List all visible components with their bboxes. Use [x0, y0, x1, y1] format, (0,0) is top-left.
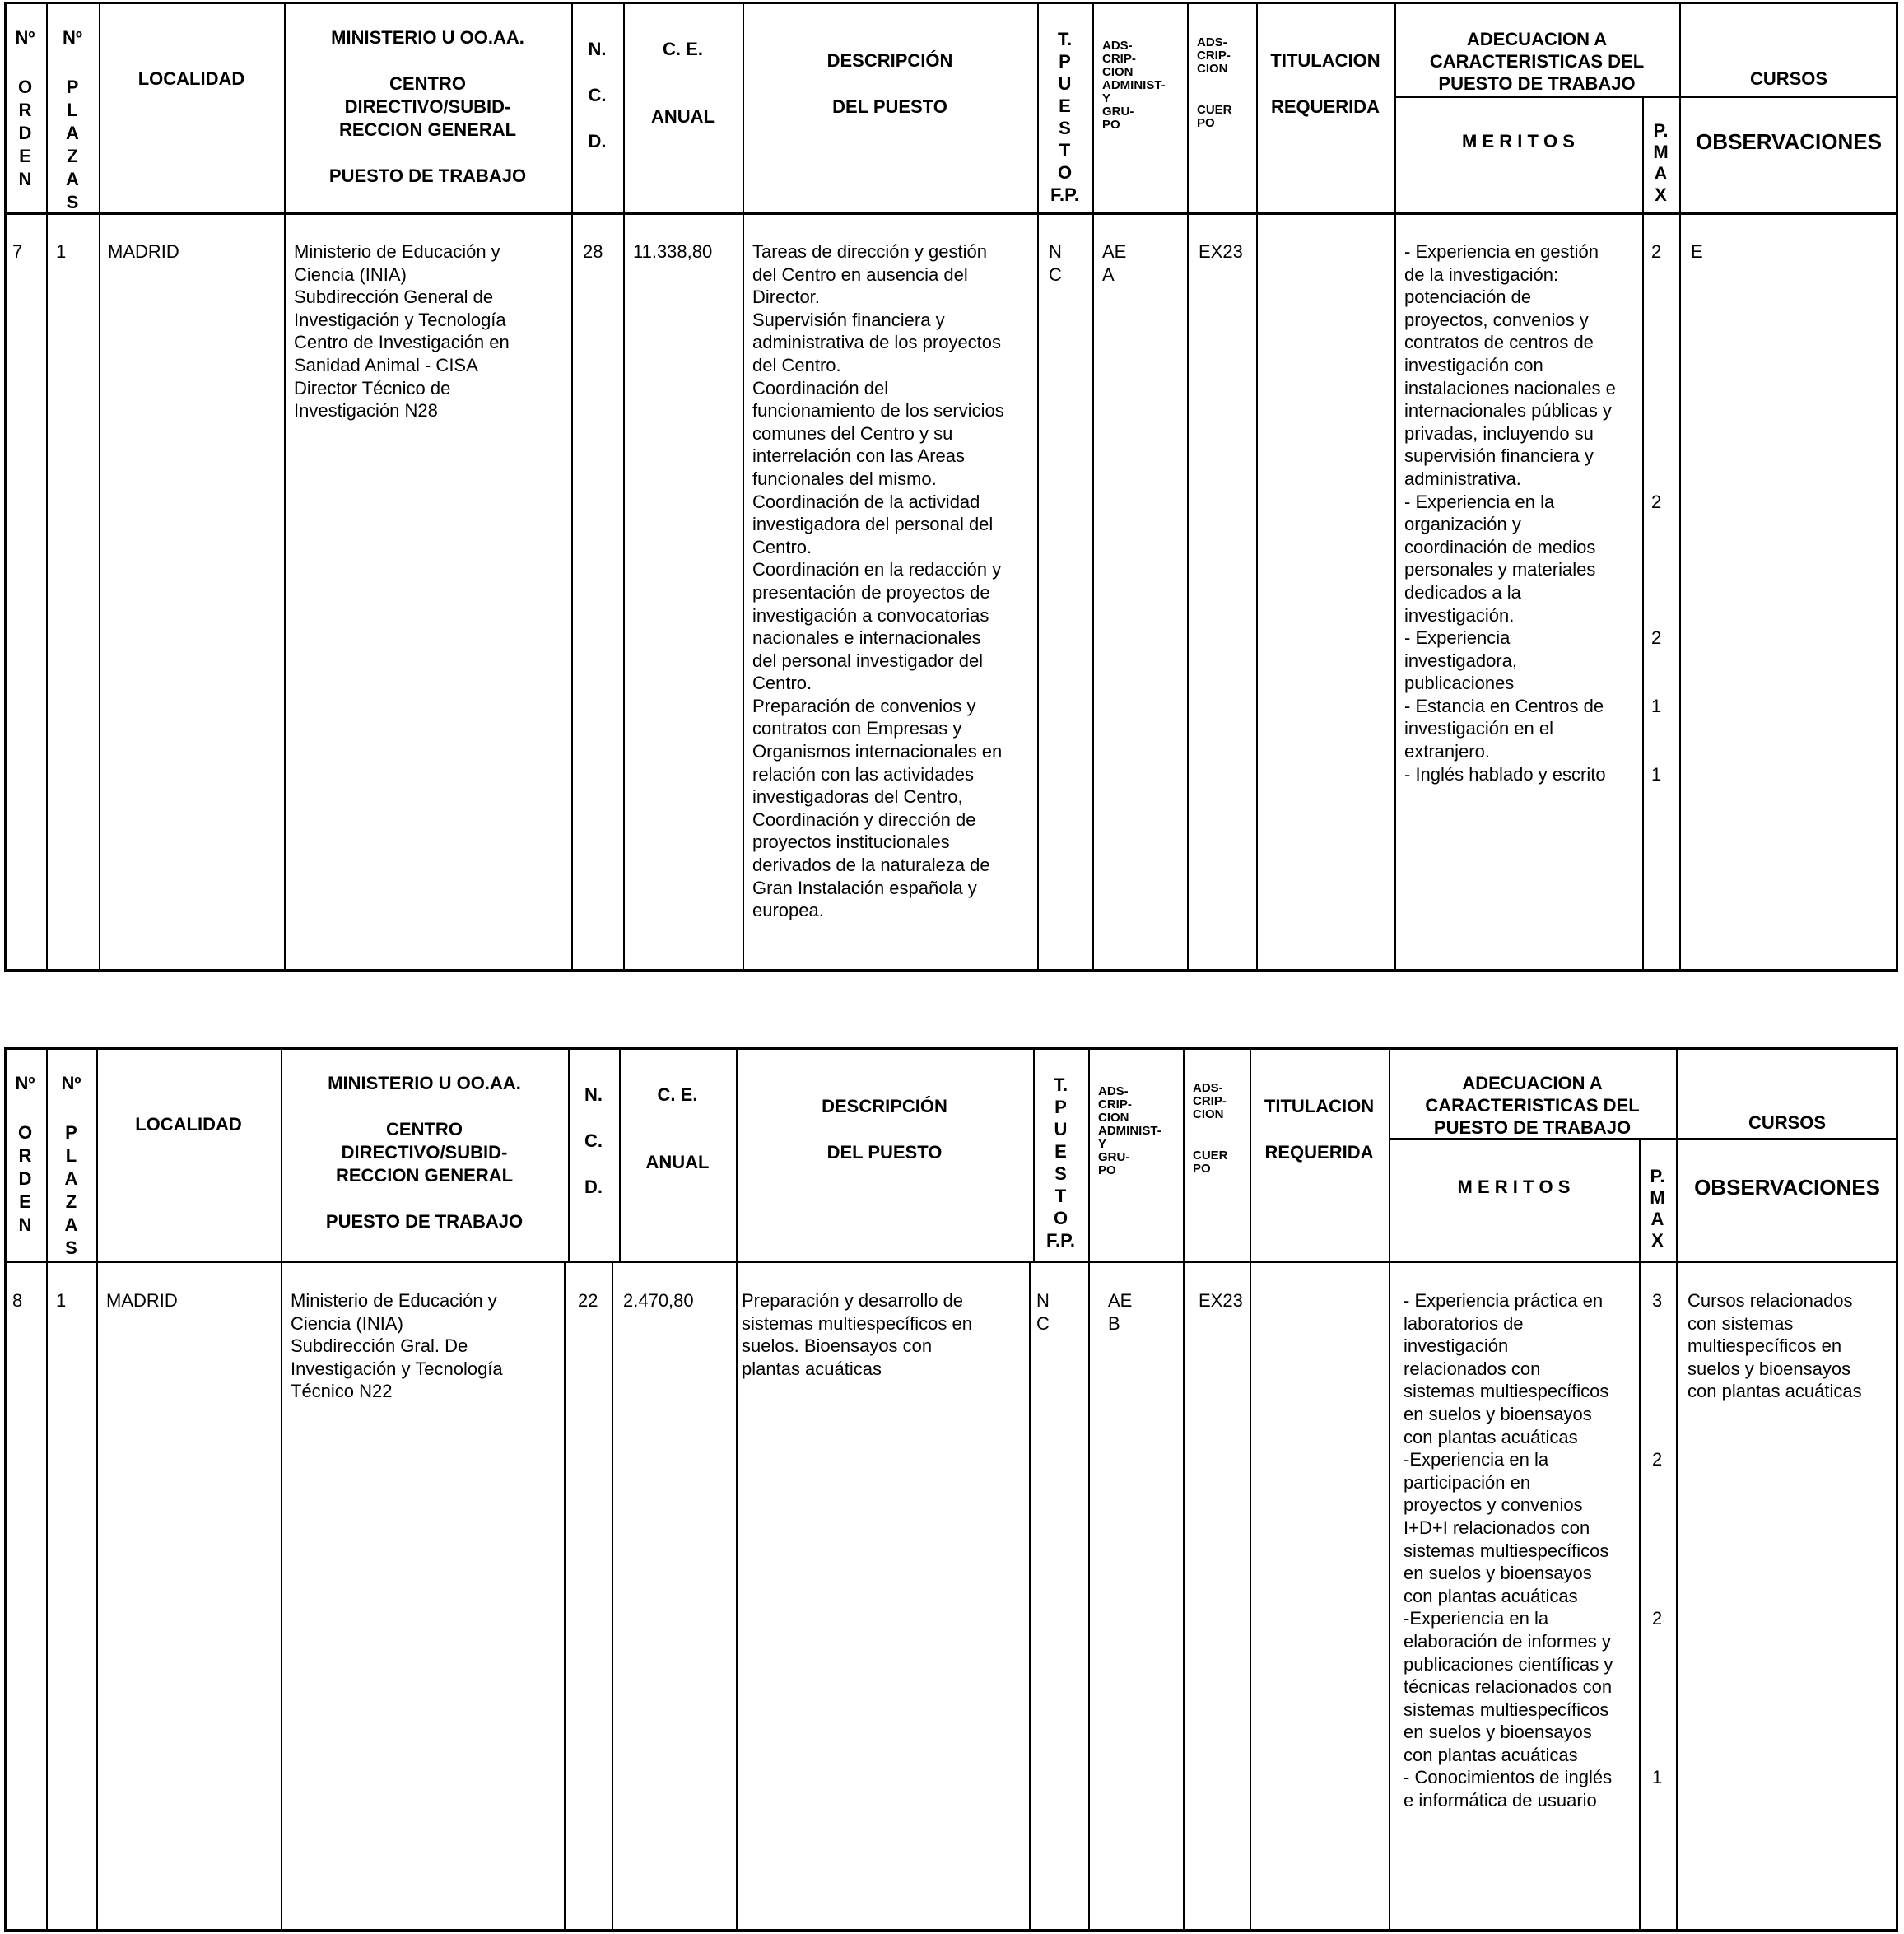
cell-plazas: 1: [56, 1290, 67, 1311]
cell-orden: 7: [12, 241, 23, 262]
cell-ads-cuerpo: EX23: [1199, 241, 1243, 262]
header-ads-cuerpo-sub: CUER PO: [1197, 103, 1232, 130]
header-anual: ANUAL: [651, 106, 715, 127]
column-divider: [743, 2, 744, 972]
column-divider: [1088, 1047, 1090, 1932]
column-divider: [736, 1047, 738, 1932]
cell-meritos: - Experiencia práctica en laboratorios de investigación relacionados con sistemas multiespecíficos en suelos y bioensayos con plantas acuáticas -Experiencia en la participación en proyectos y convenios I+D+I relacionados con sistemas multiespecíficos en suelos y bioensayos con plantas acuáticas -Experiencia en la elaboración de informes y publicaciones científicas y técnicas relacionados con sistemas multiespecíficos en suelos y bioensayos con plantas acuáticas - Conocimientos de inglés e informática de usuario: [1404, 1290, 1613, 1811]
cell-ads-admin: AE B: [1108, 1290, 1133, 1334]
job-table-orden-7: [4, 2, 1898, 972]
header-orden-label: Nº: [15, 27, 35, 48]
column-divider: [564, 1263, 566, 1932]
cell-ncd: 22: [578, 1290, 598, 1311]
header-descripcion: DESCRIPCIÓN: [822, 1096, 947, 1116]
header-ministerio: MINISTERIO U OO.AA.: [328, 1073, 521, 1093]
column-divider: [1642, 97, 1644, 972]
column-divider: [1256, 2, 1258, 972]
job-table-orden-8: [4, 1047, 1898, 1932]
cell-observaciones: E: [1691, 241, 1703, 262]
header-puesto-trabajo: PUESTO DE TRABAJO: [328, 165, 527, 186]
header-ncd: N. C. D.: [584, 1084, 603, 1197]
header-pmax: P. M A X: [1653, 120, 1669, 205]
header-observaciones: OBSERVACIONES: [1694, 1175, 1880, 1200]
row-divider: [1394, 96, 1898, 98]
header-puesto-trabajo: PUESTO DE TRABAJO: [325, 1211, 524, 1232]
column-divider: [623, 2, 625, 972]
header-cursos: CURSOS: [1749, 68, 1828, 89]
header-tpuesto: T. P U E S T O F.P.: [1045, 1074, 1076, 1251]
cell-ministerio: Ministerio de Educación y Ciencia (INIA) Subdirección Gral. De Investigación y Tecnología Técnico N22: [291, 1290, 503, 1402]
cell-ads-admin: AE A: [1102, 241, 1127, 285]
cell-plazas: 1: [56, 241, 67, 262]
header-plazas-letters: P L A Z A S: [66, 77, 79, 212]
header-orden-label: Nº: [15, 1073, 35, 1093]
cell-ministerio: Ministerio de Educación y Ciencia (INIA) Subdirección General de Investigación y Tecnología Centro de Investigación en Sanidad Animal - CISA Director Técnico de Investigación N28: [294, 241, 510, 422]
column-divider: [1029, 1263, 1031, 1932]
header-pmax: P. M A X: [1650, 1166, 1665, 1251]
header-ads-admin: ADS- CRIP- CION ADMINIST- Y GRU- PO: [1102, 39, 1166, 132]
header-cursos: CURSOS: [1748, 1112, 1827, 1133]
header-descripcion: DESCRIPCIÓN: [826, 50, 953, 71]
header-plazas-letters: P L A Z A S: [64, 1122, 78, 1258]
cell-descripcion: Tareas de dirección y gestión del Centro en ausencia del Director. Supervisión financiera y administrativa de los proyectos del Centro. Coordinación del funcionamiento de los servicios comunes del Centro y su interrelación con las Areas funcionales del mismo. Coordinación de la actividad investigadora del personal del Centro. Coordinación en la redacción y presentación de proyectos de investigación a convocatorias nacionales e internacionales del personal investigador del Centro. Preparación de convenios y contratos con Empresas y Organismos internacionales en relación con las actividades investigadoras del Centro, Coordinación y dirección de proyectos institucionales derivados de la naturaleza de Gran Instalación española y europea.: [752, 241, 1004, 921]
header-titulacion: TITULACION: [1270, 50, 1380, 71]
cell-ce: 11.338,80: [633, 241, 713, 262]
header-orden-letters: O R D E N: [17, 1122, 33, 1235]
column-divider: [1639, 1139, 1641, 1932]
column-divider: [96, 1047, 98, 1932]
column-divider: [284, 2, 286, 972]
cell-descripcion: Preparación y desarrollo de sistemas multiespecíficos en suelos. Bioensayos con plantas acuáticas: [742, 1290, 972, 1379]
cell-ads-cuerpo: EX23: [1199, 1290, 1243, 1311]
header-titulacion: TITULACION: [1264, 1096, 1375, 1116]
column-divider: [612, 1263, 613, 1932]
header-requerida: REQUERIDA: [1270, 96, 1380, 117]
header-ads-admin: ADS- CRIP- CION ADMINIST- Y GRU- PO: [1098, 1084, 1161, 1177]
header-plazas-label: Nº: [61, 1073, 81, 1093]
header-divider: [4, 212, 1898, 215]
cell-localidad: MADRID: [106, 1290, 178, 1311]
header-ads-cuerpo: ADS- CRIP- CION: [1193, 1081, 1227, 1121]
header-del-puesto: DEL PUESTO: [826, 1142, 943, 1163]
header-centro: CENTRO DIRECTIVO/SUBID- RECCION GENERAL: [335, 1119, 514, 1186]
header-ce: C. E.: [663, 39, 703, 59]
cell-observaciones: Cursos relacionados con sistemas multiespecíficos en suelos y bioensayos con plantas acuáticas: [1688, 1290, 1862, 1402]
column-divider: [1092, 2, 1094, 972]
header-localidad: LOCALIDAD: [135, 1114, 242, 1135]
cell-localidad: MADRID: [108, 241, 179, 262]
cell-pmax: 2 2 2 1 1: [1651, 241, 1662, 785]
header-meritos: M E R I T O S: [1457, 1177, 1571, 1197]
cell-tpuesto: N C: [1036, 1290, 1050, 1334]
header-anual: ANUAL: [645, 1152, 710, 1172]
header-requerida: REQUERIDA: [1264, 1142, 1374, 1163]
header-observaciones: OBSERVACIONES: [1696, 129, 1882, 154]
cell-ce: 2.470,80: [623, 1290, 694, 1311]
header-ce: C. E.: [657, 1084, 698, 1105]
cell-pmax: 3 2 2 1: [1652, 1290, 1663, 1788]
header-tpuesto: T. P U E S T O F.P.: [1050, 29, 1080, 205]
column-divider: [1187, 2, 1189, 972]
header-adecuacion: ADECUACION A CARACTERISTICAS DEL PUESTO DE TRABAJO: [1429, 29, 1645, 94]
header-del-puesto: DEL PUESTO: [832, 96, 947, 117]
header-orden-letters: O R D E N: [17, 77, 33, 189]
header-ads-cuerpo: ADS- CRIP- CION: [1197, 35, 1231, 76]
header-ministerio: MINISTERIO U OO.AA.: [331, 27, 524, 48]
header-adecuacion: ADECUACION A CARACTERISTICAS DEL PUESTO DE TRABAJO: [1425, 1073, 1640, 1138]
header-ncd: N. C. D.: [588, 39, 607, 151]
column-divider: [1250, 1047, 1251, 1932]
header-divider: [4, 1261, 1898, 1263]
header-ads-cuerpo-sub: CUER PO: [1193, 1149, 1228, 1176]
header-centro: CENTRO DIRECTIVO/SUBID- RECCION GENERAL: [338, 73, 517, 140]
cell-tpuesto: N C: [1049, 241, 1062, 285]
column-divider: [1183, 1047, 1185, 1932]
cell-meritos: - Experiencia en gestión de la investigación: potenciación de proyectos, convenios y contratos de centros de investigación con instalaciones nacionales e internacionales públicas y privadas, incluyendo su supervisión financiera y administrativa. - Experiencia en la organización y coordinación de medios personales y materiales dedicados a la investigación. - Experiencia investigadora, publicaciones - Estancia en Centros de investigación en el extranjero. - Inglés hablado y escrito: [1404, 241, 1616, 785]
column-divider: [99, 2, 100, 972]
cell-orden: 8: [12, 1290, 23, 1311]
header-localidad: LOCALIDAD: [137, 68, 245, 89]
header-meritos: M E R I T O S: [1462, 131, 1575, 151]
header-plazas-label: Nº: [63, 27, 82, 48]
cell-ncd: 28: [583, 241, 603, 262]
